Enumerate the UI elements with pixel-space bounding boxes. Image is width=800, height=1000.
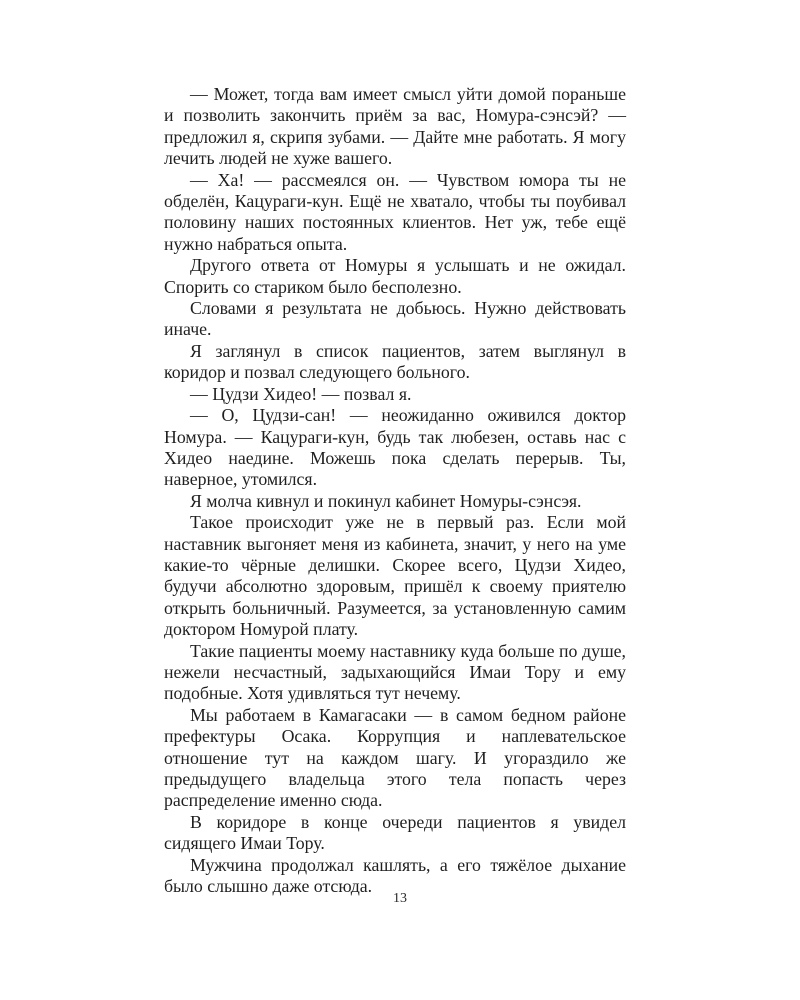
paragraph: В коридоре в конце очереди пациентов я увидел сидящего Имаи Тору. [164,811,626,854]
paragraph: Мы работаем в Камагасаки — в самом бедном районе префектуры Осака. Коррупция и наплевательское отношение тут на каждом шагу. И угораздило же предыдущего владельца этого тела попасть через распределение именно сюда. [164,704,626,811]
page-number: 13 [393,891,407,906]
paragraph: — Цудзи Хидео! — позвал я. [190,383,412,404]
paragraph: — О, Цудзи-сан! — неожиданно оживился доктор Номура. — Кацураги-кун, будь так любезен, оставь нас с Хидео наедине. Можешь пока сделать перерыв. Ты, наверное, утомился. [164,405,626,490]
paragraph: — Может, тогда вам имеет смысл уйти домой пораньше и позволить закончить приём за вас, Номура-сэнсэй? — предложил я, скрипя зубами. — Дайте мне работать. Я могу лечить людей не хуже вашего. [164,84,626,169]
paragraph: Словами я результата не добьюсь. Нужно действовать иначе. [164,298,626,340]
body-text [164,84,626,897]
paragraph: Мужчина продолжал кашлять, а его тяжёлое дыхание было слышно даже отсюда. [164,854,626,897]
paragraph: Другого ответа от Номуры я услышать и не ожидал. Спорить со стариком было бесполезно. [164,255,626,297]
paragraph: Такое происходит уже не в первый раз. Если мой наставник выгоняет меня из кабинета, значит, у него на уме какие-то чёрные делишки. Скорее всего, Цудзи Хидео, будучи абсолютно здоровым, пришёл к своему приятелю открыть больничный. Разумеется, за установленную самим доктором Номурой плату. [164,512,626,640]
paragraph: Такие пациенты моему наставнику куда больше по душе, нежели несчастный, задыхающийся Имаи Тору и ему подобные. Хотя удивляться тут нечему. [164,640,626,704]
paragraph: — Ха! — рассмеялся он. — Чувством юмора ты не обделён, Кацураги-кун. Ещё не хватало, чтобы ты поубивал половину наших постоянных клиентов. Нет уж, тебе ещё нужно набраться опыта. [164,169,626,254]
paragraph: Я молча кивнул и покинул кабинет Номуры-сэнсэя. [190,490,582,511]
paragraph: Я заглянул в список пациентов, затем выглянул в коридор и позвал следующего больного. [164,340,626,383]
